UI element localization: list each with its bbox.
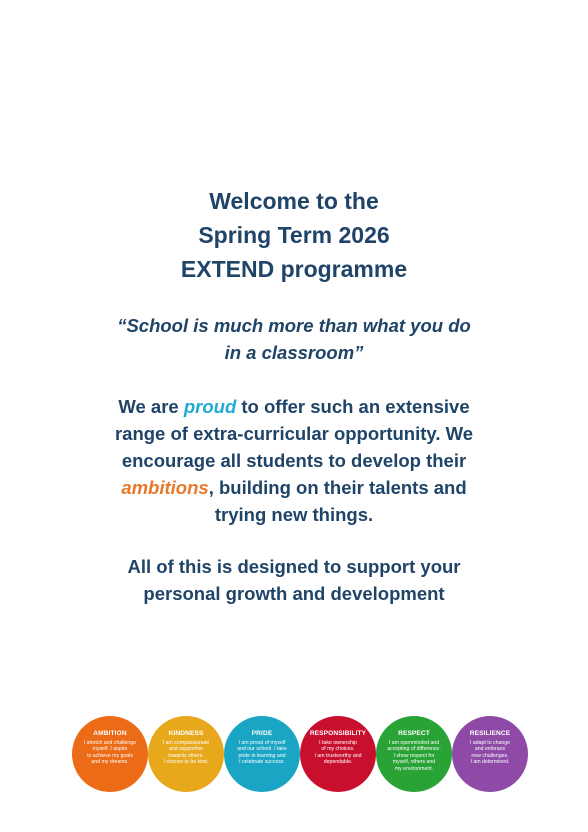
highlight-ambitions: ambitions xyxy=(121,477,209,498)
title-line-3: EXTEND programme xyxy=(180,256,408,282)
value-desc-line: I am proud of myself xyxy=(238,740,286,746)
intro-line-1-before: We are xyxy=(118,396,184,417)
value-desc-line: accepting of difference. xyxy=(387,746,441,753)
highlight-proud: proud xyxy=(183,396,237,417)
page-title xyxy=(0,184,588,286)
value-desc-line: I show respect for xyxy=(393,752,435,759)
value-circle-kindness xyxy=(148,716,224,792)
value-description xyxy=(153,740,219,766)
intro-line-5: trying new things. xyxy=(214,504,374,525)
title-line-1: Welcome to the xyxy=(209,188,379,214)
value-desc-line: new challenges. xyxy=(471,752,509,759)
school-values-row xyxy=(72,716,528,792)
value-desc-line: I adapt to change xyxy=(469,740,511,746)
value-circle-pride xyxy=(224,716,300,792)
intro-line-2: range of extra-curricular opportunity. We xyxy=(114,423,474,444)
quote-line-2: in a classroom” xyxy=(224,342,364,363)
value-desc-line: pride in learning and xyxy=(238,752,286,759)
closing-line-1: All of this is designed to support your xyxy=(127,556,461,577)
closing-line-2: personal growth and development xyxy=(143,583,445,604)
value-desc-line: and supportive xyxy=(168,746,204,753)
value-name: PRIDE xyxy=(251,730,273,737)
value-desc-line: I am trustworthy and xyxy=(314,752,362,759)
value-desc-line: myself, others and xyxy=(392,759,436,766)
quote xyxy=(0,312,588,366)
value-desc-line: I am openminded and xyxy=(388,740,440,746)
intro-line-1 xyxy=(0,393,588,420)
intro-line-3: encourage all students to develop their xyxy=(121,450,467,471)
intro-paragraph xyxy=(0,393,588,528)
value-desc-line: I choose to be kind. xyxy=(163,759,209,766)
value-desc-line: and my dreams. xyxy=(91,759,129,766)
value-name: AMBITION xyxy=(93,730,127,737)
value-desc-line: I take ownership xyxy=(319,740,357,746)
intro-line-4 xyxy=(0,474,588,501)
value-desc-line: I am compassionate xyxy=(162,740,210,746)
value-circle-resilience xyxy=(452,716,528,792)
value-circle-respect xyxy=(376,716,452,792)
title-line-2: Spring Term 2026 xyxy=(198,222,390,248)
value-desc-line: and our school. I take xyxy=(237,746,287,753)
value-desc-line: and embrace xyxy=(474,746,506,753)
value-circle-ambition xyxy=(72,716,148,792)
quote-line-1: “School is much more than what you do xyxy=(117,315,471,336)
value-name: RESPECT xyxy=(398,730,430,737)
value-description xyxy=(457,740,523,766)
value-desc-line: to achieve my goals xyxy=(87,752,133,759)
value-description xyxy=(305,740,371,766)
intro-line-1-after: to offer such an extensive xyxy=(236,396,470,417)
value-name: RESPONSIBILITY xyxy=(309,730,367,737)
value-desc-line: I celebrate success. xyxy=(239,759,285,766)
value-desc-line: myself. I aspire xyxy=(92,746,128,753)
value-desc-line: towards others. xyxy=(168,752,204,759)
value-desc-line: of my choices. xyxy=(321,746,355,753)
value-circle-responsibility xyxy=(300,716,376,792)
value-desc-line: my environment. xyxy=(394,765,434,772)
value-desc-line: I am determined. xyxy=(470,759,510,766)
value-description xyxy=(229,740,295,766)
value-name: RESILIENCE xyxy=(469,730,511,737)
closing-paragraph xyxy=(0,553,588,607)
intro-line-4-after: , building on their talents and xyxy=(208,477,467,498)
value-description xyxy=(381,740,447,772)
value-desc-line: I stretch and challenge xyxy=(83,740,137,746)
value-desc-line: dependable. xyxy=(323,759,353,766)
value-name: KINDNESS xyxy=(168,730,204,737)
value-description xyxy=(77,740,143,766)
